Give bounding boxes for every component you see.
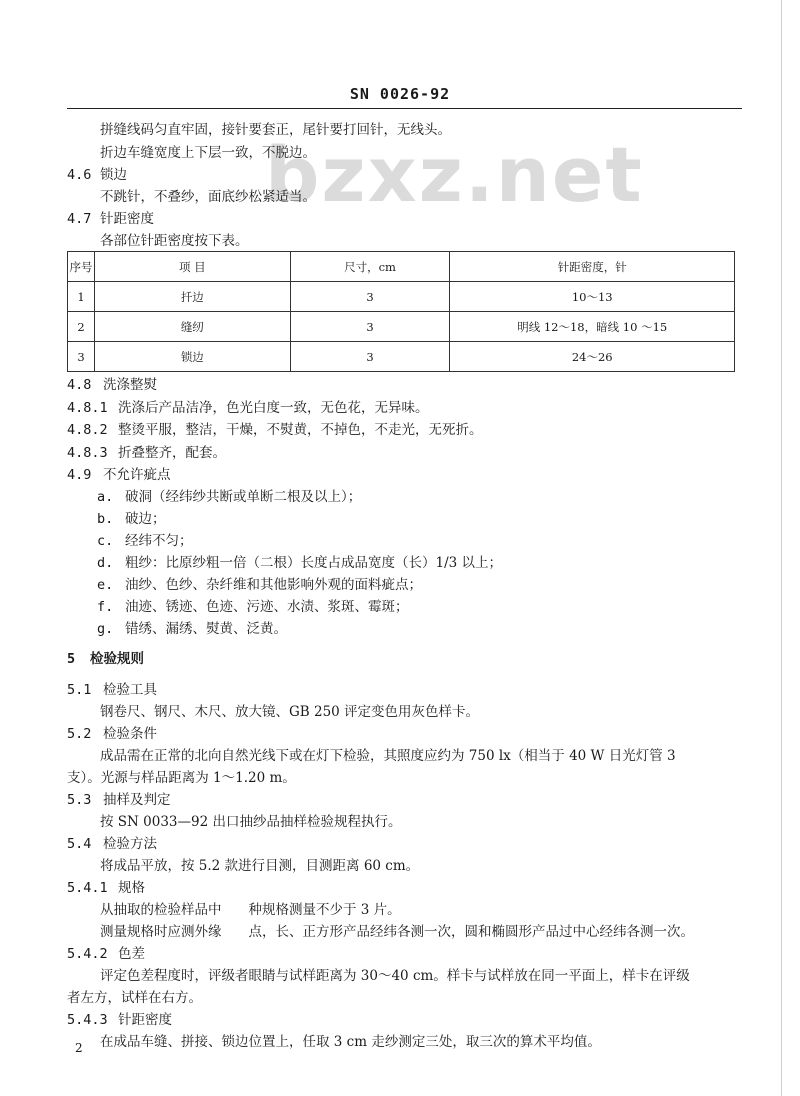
- table-cell: 2: [68, 312, 95, 342]
- list-label: b.: [97, 511, 114, 527]
- chapter-title: 检验规则: [90, 651, 144, 667]
- table-cell: 3: [68, 342, 95, 372]
- text-line: 在成品车缝、拼接、锁边位置上，任取 3 cm 走纱测定三处，取三次的算术平均值。: [100, 1034, 601, 1050]
- list-label: d.: [97, 555, 114, 571]
- text-line: 整烫平服，整洁，干燥，不熨黄，不掉色，不走光，无死折。: [118, 422, 483, 438]
- section-number: 4.8.2: [67, 422, 108, 438]
- table-cell: 扦边: [94, 282, 290, 312]
- text-line: 支）。光源与样品距离为 1～1.20 m。: [67, 770, 296, 786]
- text-line: 各部位针距密度按下表。: [100, 233, 249, 249]
- header-rule: [67, 108, 742, 109]
- section-number: 5.4.2: [67, 946, 108, 962]
- list-label: f.: [97, 599, 114, 615]
- section-number: 5.4.1: [67, 880, 108, 896]
- table-cell: 3: [290, 342, 450, 372]
- list-item: 粗纱：比原纱粗一倍（二根）长度占成品宽度（长）1/3 以上；: [125, 555, 503, 571]
- list-label: c.: [97, 533, 114, 549]
- table-cell: 24～26: [450, 342, 735, 372]
- section-number: 5.4: [67, 836, 92, 852]
- section-title: 洗涤整熨: [103, 377, 157, 393]
- text-line: 折叠整齐，配套。: [118, 445, 226, 461]
- section-number: 5.4.3: [67, 1012, 108, 1028]
- section-title: 不允许疵点: [103, 467, 171, 483]
- list-label: e.: [97, 577, 114, 593]
- text-line: 将成品平放，按 5.2 款进行目测，目测距离 60 cm。: [100, 858, 420, 874]
- table-header: 尺寸，cm: [290, 252, 450, 282]
- text-line: 按 SN 0033—92 出口抽纱品抽样检验规程执行。: [100, 814, 402, 830]
- list-item: 油迹、锈迹、色迹、污迹、水渍、浆斑、霉斑；: [125, 599, 409, 615]
- text-line: 折边车缝宽度上下层一致，不脱边。: [100, 145, 316, 161]
- text-line: 洗涤后产品洁净，色光白度一致，无色花，无异味。: [118, 400, 429, 416]
- list-item: 错绣、漏绣、熨黄、泛黄。: [125, 621, 287, 637]
- list-item: 破边；: [125, 511, 166, 527]
- list-item: 油纱、色纱、杂纤维和其他影响外观的面料疵点；: [125, 577, 422, 593]
- text-line: 评定色差程度时，评级者眼睛与试样距离为 30～40 cm。样卡与试样放在同一平面上，样卡在评级: [100, 968, 690, 984]
- section-number: 4.8: [67, 377, 92, 393]
- section-number: 4.7: [67, 211, 92, 227]
- table-cell: 3: [290, 282, 450, 312]
- text-line: 者左方，试样在右方。: [67, 990, 202, 1006]
- table-cell: 明线 12～18，暗线 10 ～15: [450, 312, 735, 342]
- text-line: 钢卷尺、钢尺、木尺、放大镜、GB 250 评定变色用灰色样卡。: [100, 704, 480, 720]
- text-line: 拼缝线码匀直牢固，接针要套正，尾针要打回针，无线头。: [100, 122, 451, 138]
- text-line: 从抽取的检验样品中 种规格测量不少于 3 片。: [100, 902, 401, 918]
- text-line: 不跳针，不叠纱，面底纱松紧适当。: [100, 189, 316, 205]
- table-row: [68, 282, 735, 312]
- section-title: 针距密度: [118, 1012, 172, 1028]
- list-label: g.: [97, 621, 114, 637]
- text-line: 测量规格时应测外缘 点，长、正方形产品经纬各测一次，圆和椭圆形产品过中心经纬各测一次。: [100, 924, 694, 940]
- watermark: bzxz.net: [265, 130, 644, 219]
- section-number: 4.6: [67, 167, 92, 183]
- section-number: 4.9: [67, 467, 92, 483]
- section-number: 5.3: [67, 792, 92, 808]
- section-title: 锁边: [100, 167, 127, 183]
- table-header-row: [68, 252, 735, 282]
- section-number: 4.8.3: [67, 445, 108, 461]
- section-title: 色差: [118, 946, 145, 962]
- text-line: 成品需在正常的北向自然光线下或在灯下检验，其照度应约为 750 lx（相当于 40 W 日光灯管 3: [100, 748, 676, 764]
- section-title: 规格: [118, 880, 145, 896]
- table-header: 序号: [68, 252, 95, 282]
- list-item: 破洞（经纬纱共断或单断二根及以上）；: [125, 489, 362, 505]
- table-row: [68, 312, 735, 342]
- table-row: [68, 342, 735, 372]
- table-cell: 缝纫: [94, 312, 290, 342]
- scan-edge: [781, 0, 782, 1096]
- table-cell: 锁边: [94, 342, 290, 372]
- page-number: 2: [75, 1041, 83, 1055]
- section-number: 5.1: [67, 682, 92, 698]
- section-number: 5.2: [67, 726, 92, 742]
- table-cell: 10～13: [450, 282, 735, 312]
- list-item: 经纬不匀；: [125, 533, 193, 549]
- chapter-number: 5: [67, 651, 76, 667]
- table-header: 针距密度，针: [450, 252, 735, 282]
- section-number: 4.8.1: [67, 400, 108, 416]
- table-header: 项 目: [94, 252, 290, 282]
- table-cell: 3: [290, 312, 450, 342]
- section-title: 检验条件: [103, 726, 157, 742]
- stitch-density-table: [67, 251, 735, 372]
- section-title: 检验方法: [103, 836, 157, 852]
- section-title: 检验工具: [103, 682, 157, 698]
- section-title: 抽样及判定: [103, 792, 171, 808]
- standard-code-header: SN 0026-92: [349, 85, 451, 103]
- section-title: 针距密度: [100, 211, 154, 227]
- table-cell: 1: [68, 282, 95, 312]
- list-label: a.: [97, 489, 114, 505]
